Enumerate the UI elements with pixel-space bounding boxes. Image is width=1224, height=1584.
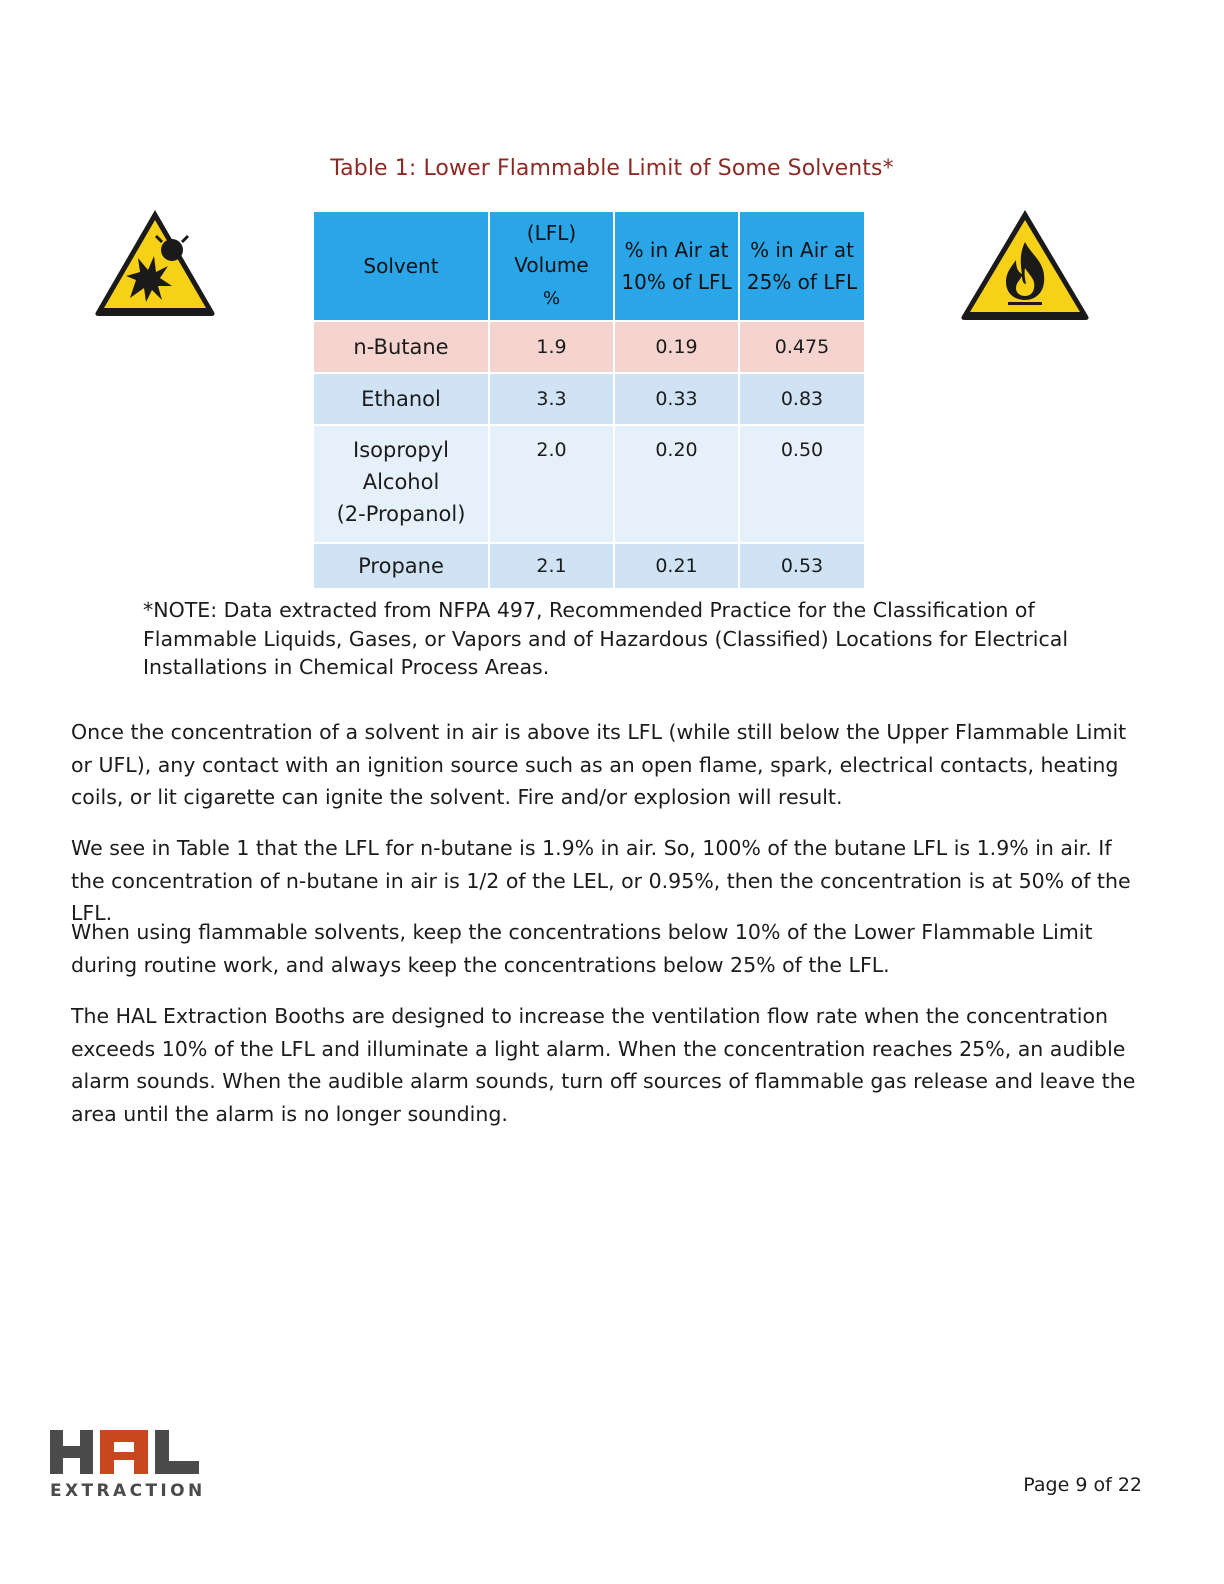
cell-ten: 0.21: [614, 543, 739, 589]
body-paragraph: Once the concentration of a solvent in air is above its LFL (while still below the Upper Flammable Limit or UFL), any contact with an ignition source such as an open flame, spark, electrical contacts, heating coils, or lit cigarette can ignite the solvent. Fire and/or explosion will result.: [71, 720, 1127, 809]
body-paragraph: When using flammable solvents, keep the concentrations below 10% of the Lower Flammable Limit during routine work, and always keep the concentrations below 25% of the LFL.: [71, 920, 1093, 977]
page-number: Page 9 of 22: [1023, 1474, 1142, 1496]
table-row: [313, 543, 865, 589]
cell-twentyfive: 0.50: [739, 425, 865, 543]
header-twentyfive-percent: % in Air at 25% of LFL: [739, 211, 865, 321]
cell-lfl: 1.9: [489, 321, 614, 373]
header-ten-percent: % in Air at 10% of LFL: [614, 211, 739, 321]
body-paragraph: The HAL Extraction Booths are designed to increase the ventilation flow rate when the concentration exceeds 10% of the LFL and illuminate a light alarm. When the concentration reaches 25%, an audible alarm sounds. When the audible alarm sounds, turn off sources of flammable gas release and leave the area until the alarm is no longer sounding.: [71, 1004, 1136, 1126]
cell-twentyfive: 0.83: [739, 373, 865, 425]
logo-wordmark: EXTRACTION: [50, 1481, 206, 1501]
body-paragraph: We see in Table 1 that the LFL for n-butane is 1.9% in air. So, 100% of the butane LFL is 1.9% in air. If the concentration of n-butane in air is 1/2 of the LEL, or 0.95%, then the concentration is at 50% of the LFL.: [71, 836, 1131, 925]
cell-lfl: 2.0: [489, 425, 614, 543]
cell-lfl: 3.3: [489, 373, 614, 425]
table-title: Table 1: Lower Flammable Limit of Some Solvents*: [330, 156, 894, 181]
header-lfl-volume: (LFL) Volume %: [489, 211, 614, 321]
header-solvent: Solvent: [313, 211, 489, 321]
flammable-warning-icon: [958, 206, 1092, 324]
cell-ten: 0.20: [614, 425, 739, 543]
cell-solvent: Isopropyl Alcohol (2-Propanol): [313, 425, 489, 543]
lfl-table: [312, 210, 866, 590]
cell-solvent: Ethanol: [313, 373, 489, 425]
cell-solvent: Propane: [313, 543, 489, 589]
table-row: [313, 425, 865, 543]
cell-lfl: 2.1: [489, 543, 614, 589]
table-note: *NOTE: Data extracted from NFPA 497, Recommended Practice for the Classification of Flammable Liquids, Gases, or Vapors and of Hazardous (Classified) Locations for Electrical Installations in Chemical Process Areas.: [143, 598, 1069, 679]
cell-twentyfive: 0.475: [739, 321, 865, 373]
cell-ten: 0.33: [614, 373, 739, 425]
table-row: [313, 373, 865, 425]
cell-ten: 0.19: [614, 321, 739, 373]
table-row: [313, 321, 865, 373]
table-header-row: [313, 211, 865, 321]
cell-twentyfive: 0.53: [739, 543, 865, 589]
cell-solvent: n-Butane: [313, 321, 489, 373]
explosive-warning-icon: [92, 206, 218, 320]
